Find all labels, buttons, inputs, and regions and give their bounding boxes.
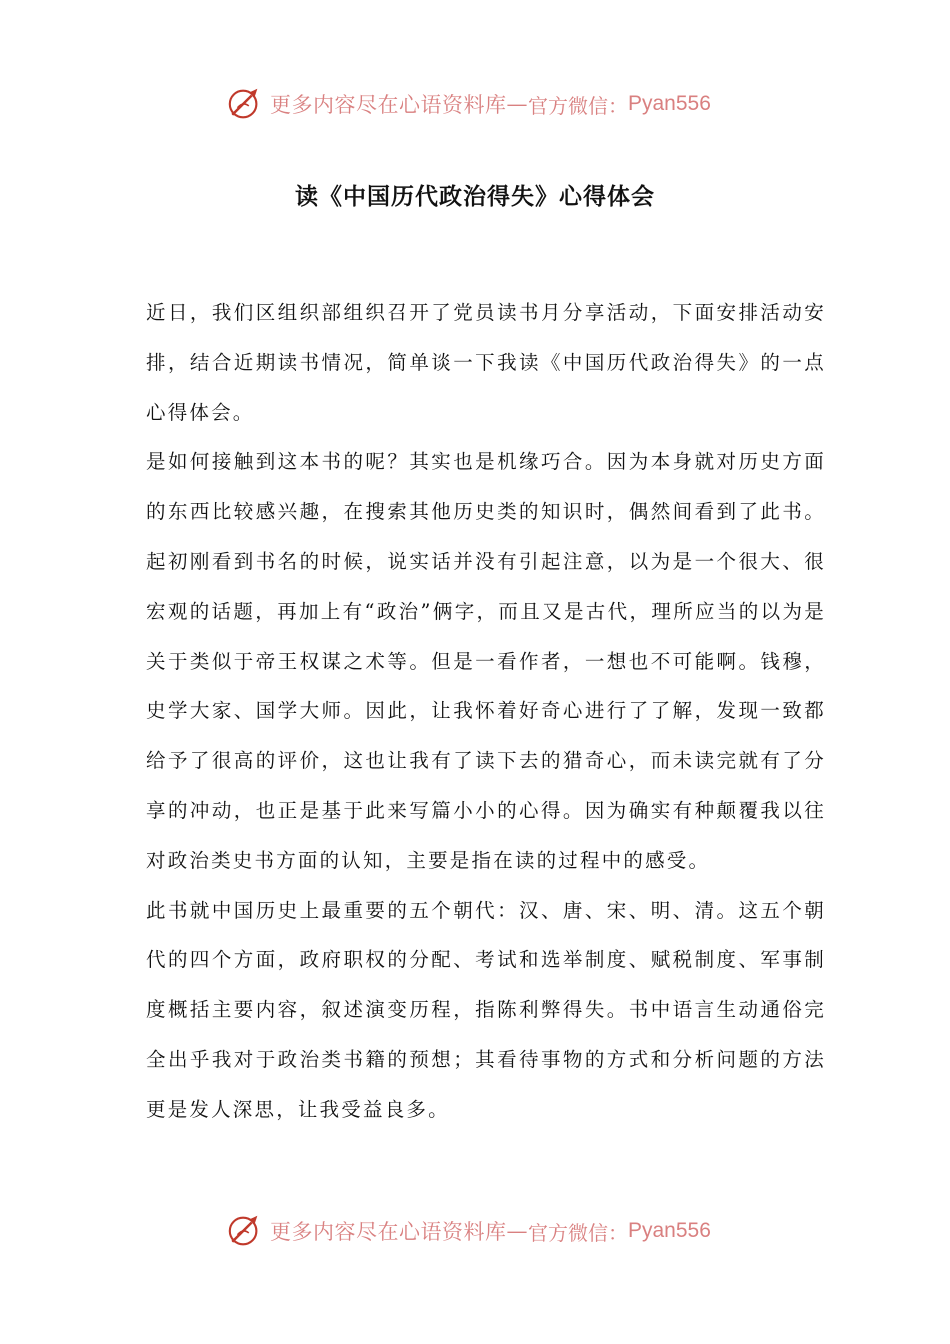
banner-wechat-label: 官方微信： — [528, 1220, 628, 1245]
pen-nib-logo-icon — [226, 85, 264, 123]
banner-site-text: 更多内容尽在心语资料库 — [270, 93, 507, 117]
paragraph-1: 近日，我们区组织部组织召开了党员读书月分享活动，下面安排活动安排，结合近期读书情况，简单谈一下我读《中国历代政治得失》的一点心得体会。 — [146, 301, 826, 424]
pen-nib-logo-icon — [226, 1212, 264, 1250]
banner-wechat-id: Pyan556 — [628, 92, 711, 115]
header-banner — [226, 84, 711, 124]
document-body — [146, 288, 826, 1135]
banner-site-text: 更多内容尽在心语资料库 — [270, 1220, 507, 1244]
banner-separator: — — [506, 1219, 528, 1243]
paragraph-2: 是如何接触到这本书的呢？其实也是机缘巧合。因为本身就对历史方面的东西比较感兴趣，在搜索其他历史类的知识时，偶然间看到了此书。起初刚看到书名的时候，说实话并没有引起注意，以为是一个很大、很宏观的话题，再加上有“政治”俩字，而且又是古代，理所应当的以为是关于类似于帝王权谋之术等。但是一看作者，一想也不可能啊。钱穆，史学大家、国学大师。因此，让我怀着好奇心进行了了解，发现一致都给予了很高的评价，这也让我有了读下去的猎奇心，而未读完就有了分享的冲动，也正是基于此来写篇小小的心得。因为确实有种颠覆我以往对政治类史书方面的认知，主要是指在读的过程中的感受。 — [146, 450, 826, 872]
banner-wechat-id: Pyan556 — [628, 1219, 711, 1242]
banner-wechat-label: 官方微信： — [528, 93, 628, 118]
banner-separator: — — [506, 92, 528, 116]
footer-banner — [226, 1211, 711, 1251]
document-title: 读《中国历代政治得失》心得体会 — [295, 184, 655, 210]
paragraph-3: 此书就中国历史上最重要的五个朝代：汉、唐、宋、明、清。这五个朝代的四个方面，政府职权的分配、考试和选举制度、赋税制度、军事制度概括主要内容，叙述演变历程，指陈利弊得失。书中语言生动通俗完全出乎我对于政治类书籍的预想；其看待事物的方式和分析问题的方法更是发人深思，让我受益良多。 — [146, 898, 826, 1121]
